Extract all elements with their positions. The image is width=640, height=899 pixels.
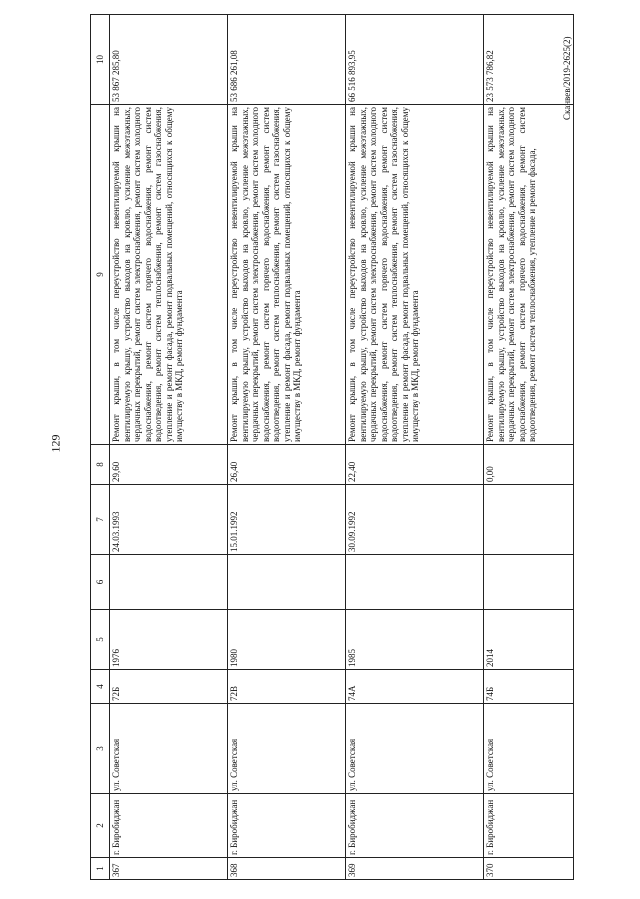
header-cell: 3 [91,704,110,794]
house-cell: 72Б [110,670,228,704]
repair-program-table [90,14,574,880]
empty-cell [110,555,228,610]
header-cell: 1 [91,858,110,880]
works-cell: Ремонт крыши, в том числе переустройство невентилируемой крыши на вентилируемую крышу, устройство выходов на кровлю, усиление межэтажных, чердачных перекрытий, ремонт систем электроснабжения, ремонт систем холодного водоснабжения, ремонт систем горячего водоснабжения, ремонт систем водоотведения, ремонт систем теплоснабжения, ремонт систем газоснабжения, утепление и ремонт фасада, ремонт подвальных помещений, относящихся к общему имуществу в МКД, ремонт фундамента [110,105,228,445]
header-cell: 5 [91,610,110,670]
page-number: 129 [48,434,63,453]
house-cell: 74Б [484,670,574,704]
cost-cell: 53 867 285,80 [110,15,228,105]
header-cell: 7 [91,485,110,555]
header-cell: 6 [91,555,110,610]
works-cell: Ремонт крыши, в том числе переустройство невентилируемой крыши на вентилируемую крышу, устройство выходов на кровлю, усиление межэтажных, чердачных перекрытий, ремонт систем электроснабжения, ремонт систем холодного водоснабжения, ремонт систем горячего водоснабжения, ремонт систем водоотведения, ремонт систем теплоснабжения, утепление и ремонт фасада, [484,105,574,445]
table-row [110,15,228,880]
date-cell: 15.01.1992 [228,485,346,555]
street-cell: ул. Советская [110,704,228,794]
cost-cell: 23 573 786,82 [484,15,574,105]
year-cell: 1980 [228,610,346,670]
rotated-table-container [90,15,620,880]
works-cell: Ремонт крыши, в том числе переустройство невентилируемой крыши на вентилируемую крышу, устройство выходов на кровлю, усиление межэтажных, чердачных перекрытий, ремонт систем электроснабжения, ремонт систем холодного водоснабжения, ремонт систем горячего водоснабжения, ремонт систем водоотведения, ремонт систем теплоснабжения, ремонт систем газоснабжения, утепление и ремонт фасада, ремонт подвальных помещений, относящихся к общему имуществу в МКД, ремонт фундамента [228,105,346,445]
empty-cell [346,555,484,610]
wear-cell: 22,40 [346,445,484,485]
city-cell: г. Биробиджан [110,794,228,858]
city-cell: г. Биробиджан [346,794,484,858]
wear-cell: 29,60 [110,445,228,485]
works-cell: Ремонт крыши, в том числе переустройство невентилируемой крыши на вентилируемую крышу, устройство выходов на кровлю, усиление межэтажных, чердачных перекрытий, ремонт систем электроснабжения, ремонт систем холодного водоснабжения, ремонт систем горячего водоснабжения, ремонт систем водоотведения, ремонт систем теплоснабжения, ремонт систем газоснабжения, утепление и ремонт фасада, ремонт подвальных помещений, относящихся к общему имуществу в МКД, ремонт фундамента [346,105,484,445]
cost-cell: 66 516 893,95 [346,15,484,105]
document-code: Сканвев/2019-2625(2) [562,36,572,120]
date-cell: 30.09.1992 [346,485,484,555]
city-cell: г. Биробиджан [484,794,574,858]
row-number: 370 [484,858,574,880]
street-cell: ул. Советская [228,704,346,794]
header-row [91,15,110,880]
house-cell: 74А [346,670,484,704]
wear-cell: 0,00 [484,445,574,485]
header-cell: 9 [91,105,110,445]
row-number: 369 [346,858,484,880]
street-cell: ул. Советская [484,704,574,794]
year-cell: 1985 [346,610,484,670]
date-cell [484,485,574,555]
row-number: 367 [110,858,228,880]
house-cell: 72В [228,670,346,704]
wear-cell: 26,40 [228,445,346,485]
table-row [228,15,346,880]
date-cell: 24.03.1993 [110,485,228,555]
city-cell: г. Биробиджан [228,794,346,858]
year-cell: 1976 [110,610,228,670]
header-cell: 2 [91,794,110,858]
empty-cell [228,555,346,610]
header-cell: 10 [91,15,110,105]
year-cell: 2014 [484,610,574,670]
header-cell: 8 [91,445,110,485]
table-row [346,15,484,880]
row-number: 368 [228,858,346,880]
street-cell: ул. Советская [346,704,484,794]
empty-cell [484,555,574,610]
cost-cell: 53 686 261,08 [228,15,346,105]
header-cell: 4 [91,670,110,704]
table-row [484,15,574,880]
